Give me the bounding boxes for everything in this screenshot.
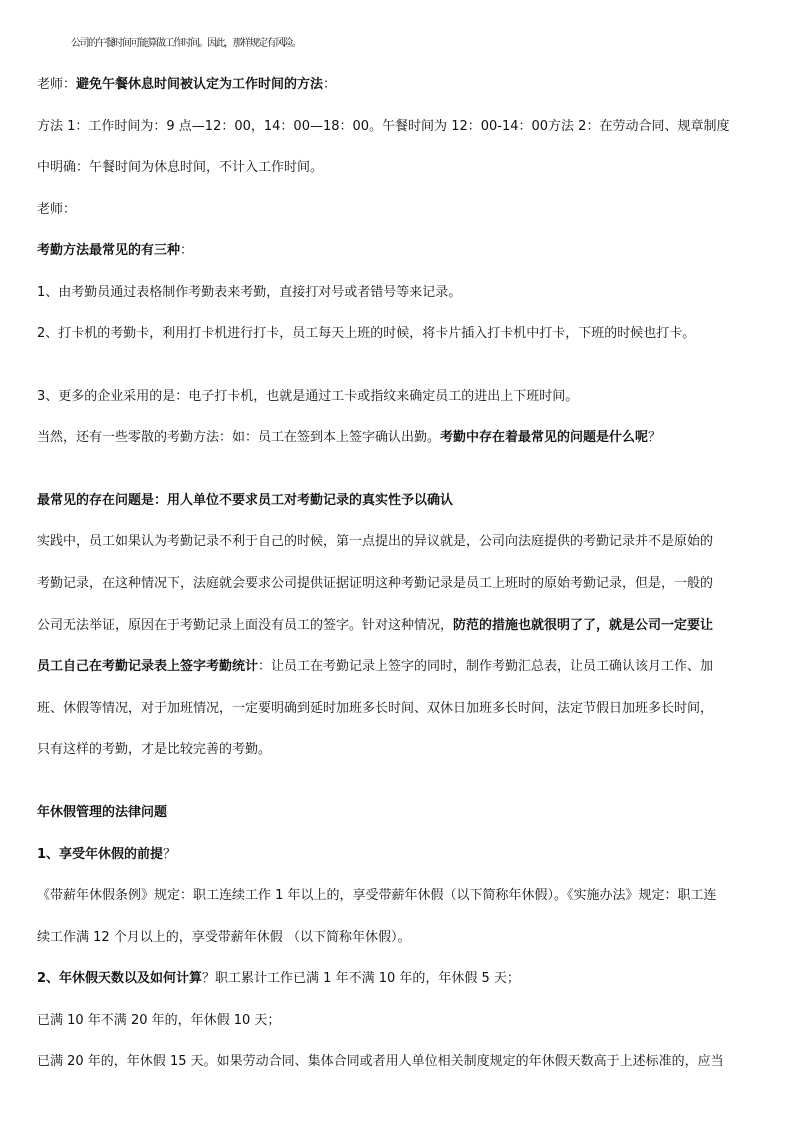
- paragraph-line: [37, 574, 777, 594]
- text-run: ：: [180, 243, 194, 258]
- paragraph-line: [37, 886, 777, 906]
- text-run: ？: [163, 847, 177, 862]
- paragraph-line: [37, 532, 777, 552]
- text-run: ？: [648, 430, 662, 445]
- text-run: ：让员工在考勤记录上签字的同时，制作考勤汇总表，让员工确认该月工作、加: [258, 659, 714, 674]
- text-run: 公司的午餐时间可能算做工作时间。因此，那样规定有风险。: [71, 38, 301, 49]
- paragraph-line: [37, 657, 777, 677]
- subsection-heading: [37, 969, 777, 989]
- bold-text-run: 员工自己在考勤记录表上签字考勤统计: [37, 659, 259, 674]
- bold-text-run: 考勤方法最常见的有三种: [37, 243, 181, 258]
- bold-text-run: 防范的措施也就很明了了，就是公司一定要让: [453, 618, 714, 633]
- text-run: 3、更多的企业采用的是：电子打卡机，也就是通过工卡或指纹来确定员工的进出上下班时间。: [37, 389, 579, 404]
- bold-text-run: 年休假管理的法律问题: [37, 805, 168, 820]
- paragraph-line: [37, 1011, 777, 1031]
- bold-text-run: 2、年休假天数以及如何计算: [37, 971, 203, 986]
- bold-text-run: 1、享受年休假的前提: [37, 847, 164, 862]
- text-run: 老师：: [37, 202, 77, 217]
- text-run: 考勤记录，在这种情况下，法庭就会要求公司提供证据证明这种考勤记录是员工上班时的原始考勤记录，但是，一般的: [37, 576, 714, 591]
- bold-text-run: 避免午餐休息时间被认定为工作时间的方法: [76, 77, 324, 92]
- text-run: 实践中，员工如果认为考勤记录不利于自己的时候，第一点提出的异议就是，公司向法庭提供的考勤记录并不是原始的: [37, 534, 714, 549]
- section-heading: [37, 803, 777, 823]
- paragraph-line: [37, 699, 777, 719]
- list-item: [37, 283, 777, 303]
- text-run: 班、休假等情况，对于加班情况，一定要明确到延时加班多长时间、双休日加班多长时间，法定节假日加班多长时间，: [37, 701, 714, 716]
- paragraph-line: [37, 740, 777, 760]
- text-run: 已满 10 年不满 20 年的，年休假 10 天；: [37, 1013, 281, 1028]
- text-run: ？职工累计工作已满 1 年不满 10 年的，年休假 5 天；: [202, 971, 520, 986]
- paragraph-line: [37, 75, 777, 95]
- text-run: 当然，还有一些零散的考勤方法：如：员工在签到本上签字确认出勤。: [37, 430, 441, 445]
- text-run: 方法 1：工作时间为：9 点—12：00，14：00—18：00。午餐时间为 12：00-14：00方法 2：在劳动合同、规章制度: [37, 119, 730, 134]
- list-item: [37, 324, 777, 344]
- paragraph-line: [37, 616, 777, 636]
- text-run: 已满 20 年的，年休假 15 天。如果劳动合同、集体合同或者用人单位相关制度规定的年休假天数高于上述标准的，应当: [37, 1054, 724, 1069]
- list-item: [37, 387, 777, 407]
- text-run: 中明确：午餐时间为休息时间，不计入工作时间。: [37, 160, 324, 175]
- paragraph-line: [37, 200, 777, 220]
- text-run: 《带薪年休假条例》规定：职工连续工作 1 年以上的，享受带薪年休假（以下简称年休假）。《实施办法》规定：职工连: [37, 888, 717, 903]
- section-heading: [37, 491, 777, 511]
- bold-text-run: 最常见的存在问题是：用人单位不要求员工对考勤记录的真实性予以确认: [37, 493, 454, 508]
- paragraph-line: [37, 1052, 777, 1072]
- paragraph-line: [37, 928, 777, 948]
- text-run: 2、打卡机的考勤卡，利用打卡机进行打卡，员工每天上班的时候，将卡片插入打卡机中打卡，下班的时候也打卡。: [37, 326, 696, 341]
- bold-text-run: 考勤中存在着最常见的问题是什么呢: [440, 430, 649, 445]
- section-heading: [37, 241, 777, 261]
- paragraph-line: [37, 158, 777, 178]
- paragraph-line: [37, 428, 777, 448]
- text-run: 1、由考勤员通过表格制作考勤表来考勤，直接打对号或者错号等来记录。: [37, 285, 462, 300]
- text-run: 续工作满 12 个月以上的，享受带薪年休假 （以下简称年休假）。: [37, 930, 411, 945]
- text-run: 老师：: [37, 77, 77, 92]
- paragraph-line: [71, 34, 794, 54]
- text-run: 只有这样的考勤，才是比较完善的考勤。: [37, 742, 272, 757]
- text-run: ：: [323, 77, 337, 92]
- paragraph-line: [37, 117, 777, 137]
- subsection-heading: [37, 845, 777, 865]
- text-run: 公司无法举证，原因在于考勤记录上面没有员工的签字。针对这种情况，: [37, 618, 454, 633]
